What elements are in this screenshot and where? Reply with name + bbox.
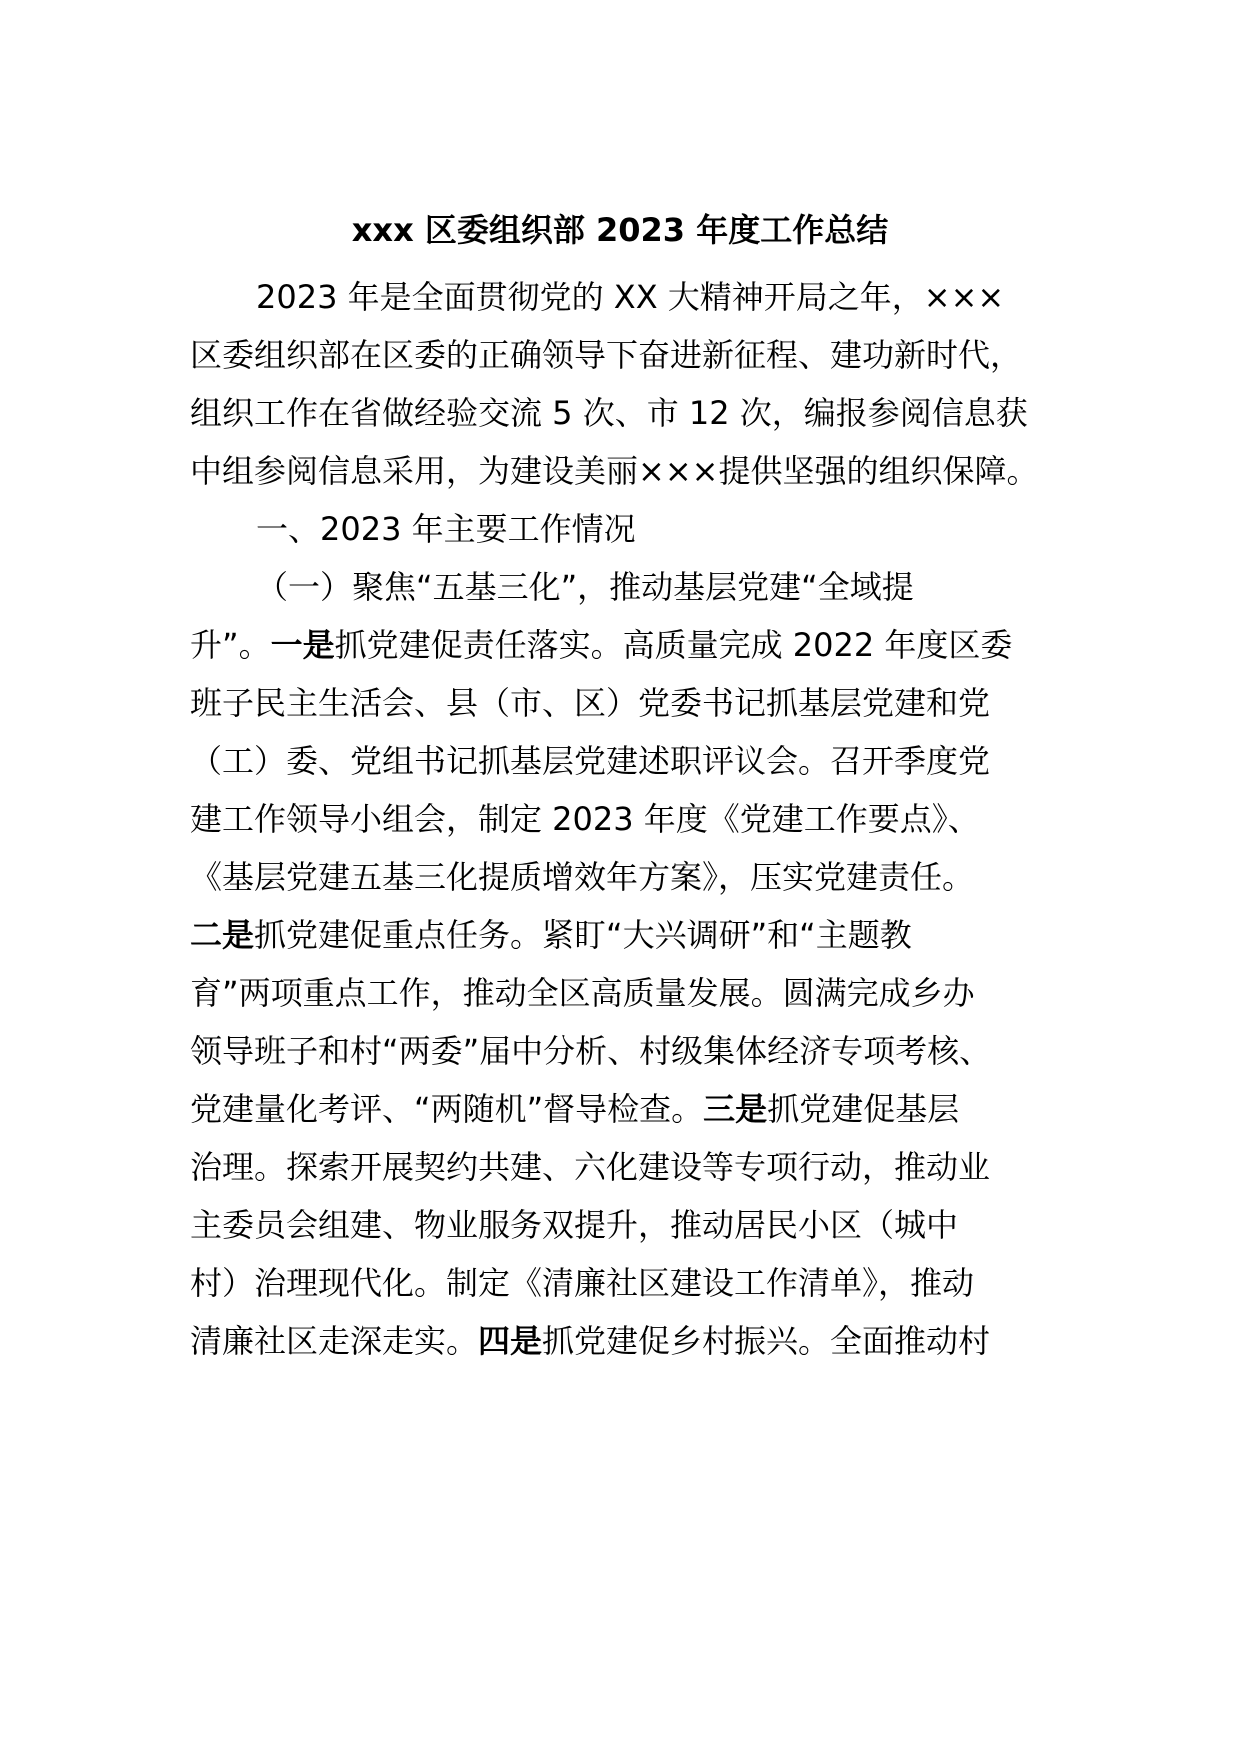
paragraph-line: 班子民主生活会、县（市、区）党委书记抓基层党建和党 [190,684,991,722]
bold-marker: 三是 [703,1090,768,1128]
paragraph-line: 育”两项重点工作，推动全区高质量发展。圆满完成乡办 [190,974,975,1012]
bold-marker: 二是 [190,916,255,954]
paragraph-line: 治理。探索开展契约共建、六化建设等专项行动，推动业 [190,1148,991,1186]
paragraph-line: 村）治理现代化。制定《清廉社区建设工作清单》，推动 [190,1264,975,1302]
paragraph-line: 区委组织部在区委的正确领导下奋进新征程、建功新时代， [190,336,1023,374]
subsection-heading: （一）聚焦“五基三化”，推动基层党建“全域提 [256,568,914,606]
paragraph-line: 领导班子和村“两委”届中分析、村级集体经济专项考核、 [190,1032,992,1070]
paragraph-line: 升”。一是抓党建促责任落实。高质量完成 2022 年度区委 [190,626,1013,664]
paragraph-line: 主委员会组建、物业服务双提升，推动居民小区（城中 [190,1206,959,1244]
paragraph-line: 二是抓党建促重点任务。紧盯“大兴调研”和“主题教 [190,916,912,954]
paragraph-line: 党建量化考评、“两随机”督导检查。三是抓党建促基层 [190,1090,960,1128]
paragraph-line: 2023 年是全面贯彻党的 XX 大精神开局之年，××× [256,278,1005,316]
paragraph-line: 建工作领导小组会，制定 2023 年度《党建工作要点》、 [190,800,980,838]
paragraph-line: （工）委、党组书记抓基层党建述职评议会。召开季度党 [190,742,991,780]
bold-marker: 一是 [270,626,335,664]
document-title: xxx 区委组织部 2023 年度工作总结 [351,211,889,249]
bold-marker: 四是 [478,1322,543,1360]
section-heading: 一、2023 年主要工作情况 [256,510,636,548]
paragraph-line: 清廉社区走深走实。四是抓党建促乡村振兴。全面推动村 [190,1322,991,1360]
paragraph-line: 中组参阅信息采用，为建设美丽×××提供坚强的组织保障。 [190,452,1039,490]
paragraph-line: 组织工作在省做经验交流 5 次、市 12 次，编报参阅信息获 [190,394,1028,432]
paragraph-line: 《基层党建五基三化提质增效年方案》，压实党建责任。 [190,858,975,896]
